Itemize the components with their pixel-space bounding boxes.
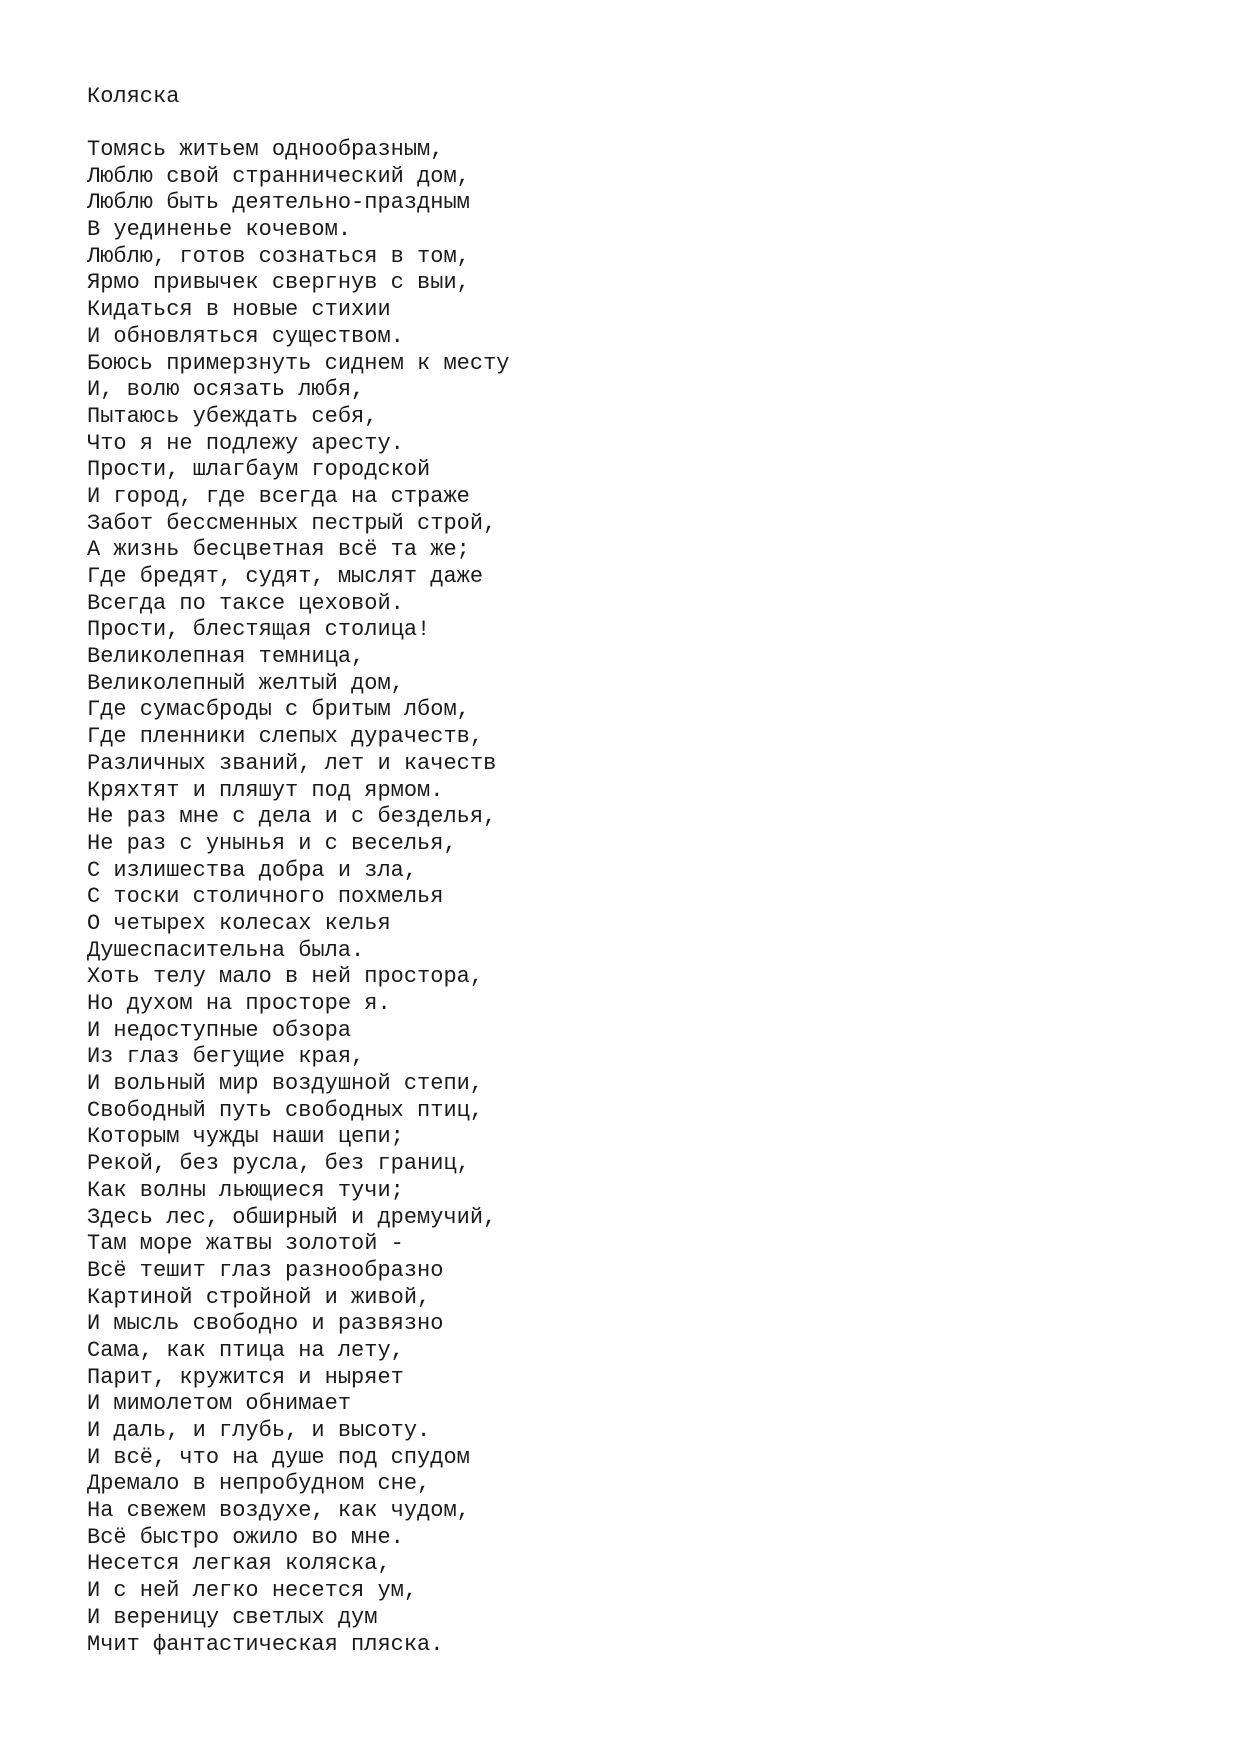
poem-line: Сама, как птица на лету, xyxy=(87,1337,404,1363)
poem-line: Пытаюсь убеждать себя, xyxy=(87,403,378,429)
poem-line: Не раз с унынья и с веселья, xyxy=(87,830,457,856)
poem-line: Здесь лес, обширный и дремучий, xyxy=(87,1204,497,1230)
poem-line: И, волю осязать любя, xyxy=(87,377,365,403)
poem-line: С излишества добра и зла, xyxy=(87,857,418,883)
poem-line: Где бредят, судят, мыслят даже xyxy=(87,564,484,589)
poem-line: Которым чужды наши цепи; xyxy=(87,1124,404,1150)
poem-line: О четырех колесах келья xyxy=(87,910,391,936)
poem-line: Великолепная темница, xyxy=(87,644,365,670)
poem-line: С тоски столичного похмелья xyxy=(87,884,444,910)
poem-line: Рекой, без русла, без границ, xyxy=(87,1151,470,1177)
poem-line: Томясь житьем однообразным, xyxy=(87,137,444,162)
poem-line: Как волны льющиеся тучи; xyxy=(87,1177,404,1203)
poem-line: В уединенье кочевом. xyxy=(87,217,352,243)
poem-line: Люблю свой страннический дом, xyxy=(87,163,470,189)
poem-line: Люблю, готов сознаться в том, xyxy=(87,243,470,269)
poem-line: Кряхтят и пляшут под ярмом. xyxy=(87,777,444,803)
poem-line: Забот бессменных пестрый строй, xyxy=(87,510,497,536)
poem-title: Коляска xyxy=(87,84,180,109)
poem-line: И город, где всегда на страже xyxy=(87,483,470,509)
poem-line: И вольный мир воздушной степи, xyxy=(87,1071,484,1097)
poem-line: Душеспасительна была. xyxy=(87,937,365,963)
poem-line: И мимолетом обнимает xyxy=(87,1391,352,1417)
poem-line: И недоступные обзора xyxy=(87,1017,352,1043)
poem-line: Великолепный желтый дом, xyxy=(87,670,404,696)
poem-line: И всё, что на душе под спудом xyxy=(87,1444,470,1470)
poem-line: И с ней легко несется ум, xyxy=(87,1578,418,1604)
poem-line: Всё тешит глаз разнообразно xyxy=(87,1257,444,1283)
poem-line: Ярмо привычек свергнув с выи, xyxy=(87,270,470,296)
poem-line: Где сумасброды с бритым лбом, xyxy=(87,697,470,723)
poem-line: Прости, шлагбаум городской xyxy=(87,457,431,483)
poem-line: Свободный путь свободных птиц, xyxy=(87,1097,484,1123)
poem-line: Не раз мне с дела и с безделья, xyxy=(87,804,497,830)
poem-body xyxy=(87,137,509,1658)
poem-line: Несется легкая коляска, xyxy=(87,1551,391,1577)
poem-line: Кидаться в новые стихии xyxy=(87,297,391,323)
poem-line: Дремало в непробудном сне, xyxy=(87,1471,431,1497)
poem-line: Мчит фантастическая пляска. xyxy=(87,1631,444,1657)
poem-line: Там море жатвы золотой - xyxy=(87,1231,404,1257)
poem-line: Где пленники слепых дурачеств, xyxy=(87,724,484,750)
poem-line: На свежем воздухе, как чудом, xyxy=(87,1498,470,1524)
poem-line: Картиной стройной и живой, xyxy=(87,1284,431,1310)
poem-line: Всё быстро ожило во мне. xyxy=(87,1524,404,1550)
poem-line: Но духом на просторе я. xyxy=(87,991,391,1016)
poem-line: Всегда по таксе цеховой. xyxy=(87,590,404,616)
poem-line: Прости, блестящая столица! xyxy=(87,617,431,643)
poem-line: Парит, кружится и ныряет xyxy=(87,1364,404,1390)
poem-line: И обновляться существом. xyxy=(87,323,404,349)
poem-line: А жизнь бесцветная всё та же; xyxy=(87,537,470,563)
poem-line: Люблю быть деятельно-праздным xyxy=(87,190,470,216)
poem-line: Из глаз бегущие края, xyxy=(87,1044,365,1070)
poem-line: И вереницу светлых дум xyxy=(87,1604,378,1630)
poem-line: И даль, и глубь, и высоту. xyxy=(87,1418,431,1443)
poem-line: Что я не подлежу аресту. xyxy=(87,430,404,456)
poem-line: Различных званий, лет и качеств xyxy=(87,750,497,776)
poem-line: Боюсь примерзнуть сиднем к месту xyxy=(87,350,510,376)
poem-line: Хоть телу мало в ней простора, xyxy=(87,964,484,990)
poem-line: И мысль свободно и развязно xyxy=(87,1311,444,1337)
